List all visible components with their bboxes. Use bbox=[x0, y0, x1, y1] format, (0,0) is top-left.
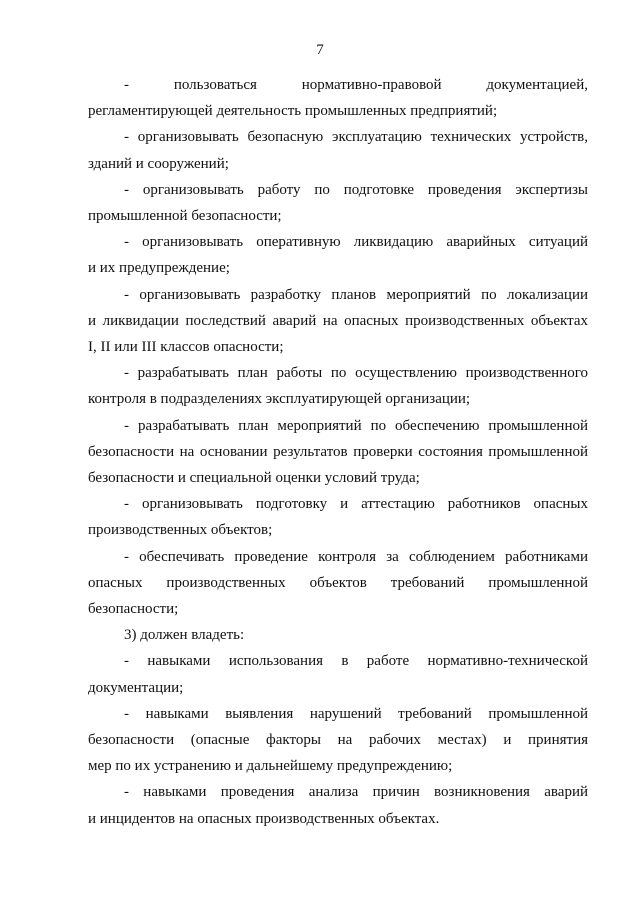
text-line: и инцидентов на опасных производственных объектах. bbox=[88, 810, 440, 827]
text-line: и ликвидации последствий аварий на опасных производственных объектах bbox=[88, 312, 588, 329]
text-line: безопасности на основании результатов проверки состояния промышленной bbox=[88, 443, 588, 460]
text-line: - разрабатывать план мероприятий по обеспечению промышленной bbox=[124, 417, 588, 434]
text-line: опасных производственных объектов требований промышленной bbox=[88, 574, 588, 591]
page-number: 7 bbox=[316, 42, 324, 58]
text-line: безопасности (опасные факторы на рабочих местах) и принятия bbox=[88, 732, 588, 749]
text-line: мер по их устранению и дальнейшему предупреждению; bbox=[88, 758, 453, 775]
text-line: - навыками использования в работе нормативно-технической bbox=[124, 653, 588, 670]
text-line: - организовывать оперативную ликвидацию аварийных ситуаций bbox=[124, 234, 588, 251]
text-line: - организовывать подготовку и аттестацию работников опасных bbox=[124, 496, 588, 513]
text-line: зданий и сооружений; bbox=[88, 155, 229, 172]
text-line: - организовывать безопасную эксплуатацию технических устройств, bbox=[124, 129, 588, 146]
text-line: производственных объектов; bbox=[88, 522, 273, 539]
text-line: безопасности; bbox=[88, 601, 179, 618]
text-line: регламентирующей деятельность промышленных предприятий; bbox=[88, 103, 498, 120]
text-line: документации; bbox=[88, 679, 184, 696]
text-line: - разрабатывать план работы по осуществлению производственного bbox=[124, 365, 588, 382]
text-line: промышленной безопасности; bbox=[88, 208, 282, 225]
text-line: - обеспечивать проведение контроля за соблюдением работниками bbox=[124, 548, 588, 565]
text-line: и их предупреждение; bbox=[88, 260, 230, 277]
text-line: - организовывать работу по подготовке проведения экспертизы bbox=[124, 181, 588, 198]
text-line: - навыками проведения анализа причин возникновения аварий bbox=[124, 784, 588, 801]
text-line: 3) должен владеть: bbox=[124, 627, 245, 644]
text-line: - организовывать разработку планов мероприятий по локализации bbox=[124, 286, 588, 303]
text-line: - навыками выявления нарушений требований промышленной bbox=[124, 705, 588, 722]
text-line: контроля в подразделениях эксплуатирующей организации; bbox=[88, 391, 471, 408]
document-body bbox=[88, 72, 588, 832]
text-line: безопасности и специальной оценки условий труда; bbox=[88, 470, 420, 487]
text-line: - пользоваться нормативно-правовой документацией, bbox=[124, 77, 588, 93]
text-line: I, II или III классов опасности; bbox=[88, 339, 284, 356]
